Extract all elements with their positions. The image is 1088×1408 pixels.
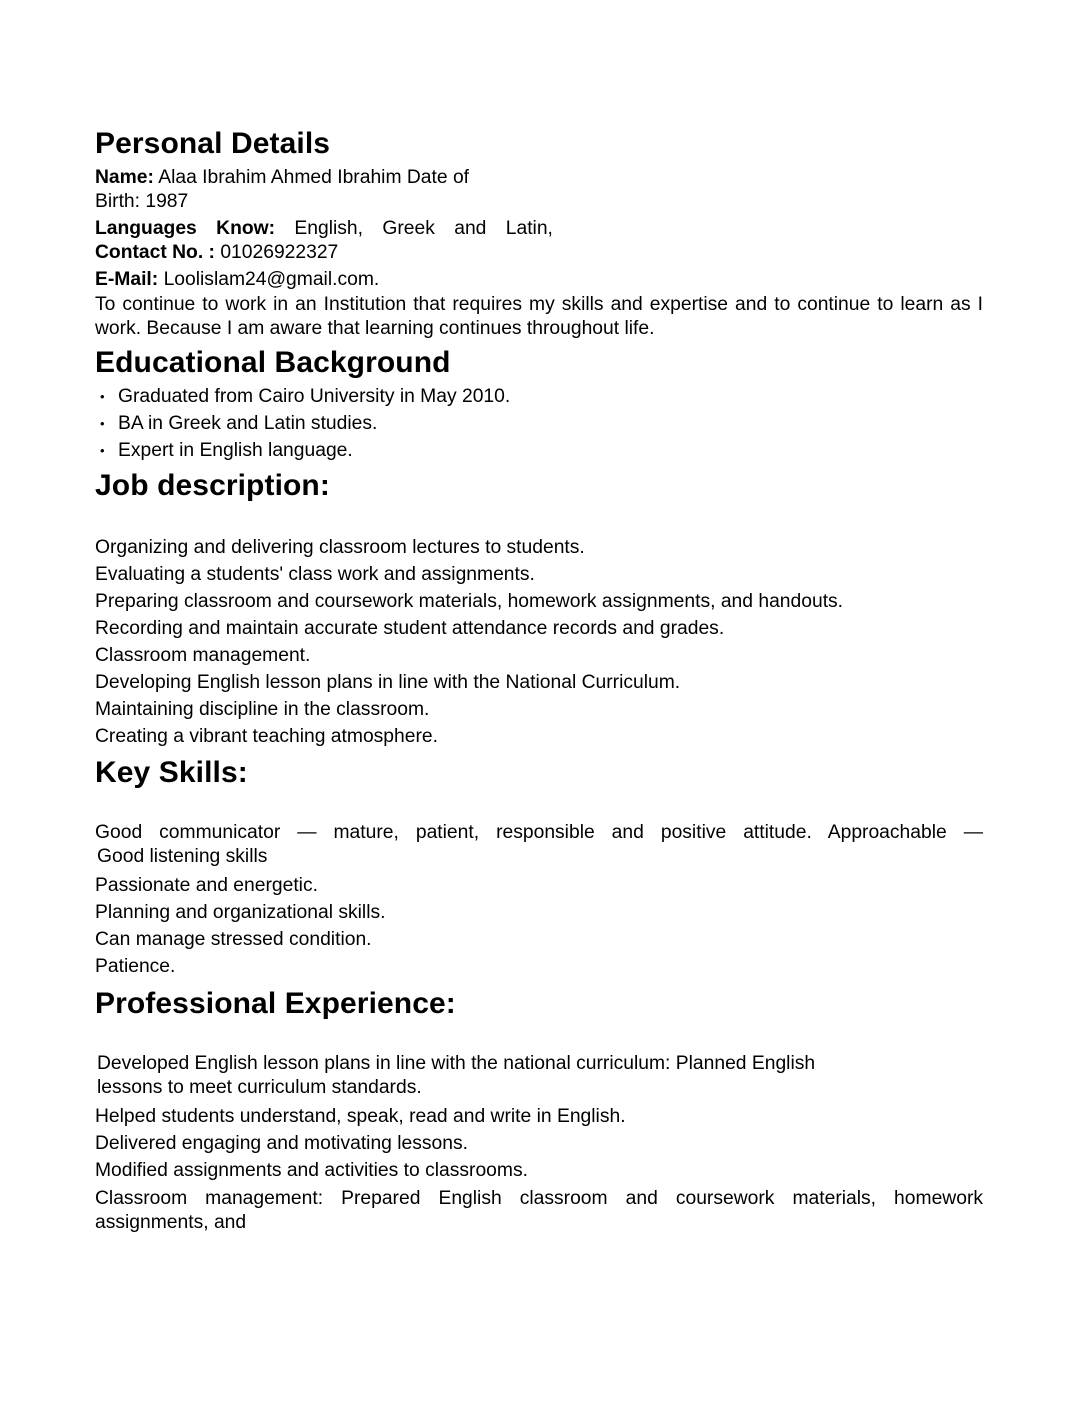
list-item: Creating a vibrant teaching atmosphere. [95, 726, 438, 747]
experience-lesson-plans-line2: lessons to meet curriculum standards. [97, 1077, 422, 1098]
email-value: Loolislam24@gmail.com. [163, 269, 380, 290]
list-item-text: Graduated from Cairo University in May 2010. [118, 386, 511, 407]
experience-lesson-plans-line1: Developed English lesson plans in line with the national curriculum: Planned English [97, 1053, 816, 1074]
education-heading: Educational Background [95, 346, 451, 379]
list-item: Passionate and energetic. [95, 875, 318, 896]
contact-line [95, 241, 983, 265]
list-item: Can manage stressed condition. [95, 929, 372, 950]
key-skill-communicator-line1: Good communicator — mature, patient, responsible and positive attitude. Approachable — [95, 822, 983, 843]
birth-line: Birth: 1987 [95, 191, 189, 212]
languages-label: Languages Know: [95, 218, 276, 239]
list-item: Evaluating a students' class work and assignments. [95, 564, 535, 585]
bullet-icon: • [100, 389, 105, 404]
list-item: Recording and maintain accurate student attendance records and grades. [95, 618, 725, 639]
list-item-text: Expert in English language. [118, 440, 353, 461]
personal-details-heading: Personal Details [95, 127, 331, 160]
list-item: Helped students understand, speak, read and write in English. [95, 1106, 626, 1127]
list-item: Maintaining discipline in the classroom. [95, 699, 430, 720]
list-item [95, 410, 983, 437]
list-item-text: BA in Greek and Latin studies. [118, 413, 378, 434]
email-line [95, 268, 983, 292]
experience-list [95, 1103, 983, 1184]
personal-details-section [95, 122, 983, 341]
list-item: Developing English lesson plans in line with the National Curriculum. [95, 672, 681, 693]
career-objective: To continue to work in an Institution that requires my skills and expertise and to continue to learn as I work. Because I am aware that learning continues throughout life. [95, 294, 983, 339]
list-item: Patience. [95, 956, 176, 977]
job-description-section [95, 464, 983, 750]
list-item: Organizing and delivering classroom lectures to students. [95, 537, 585, 558]
list-item: Preparing classroom and coursework materials, homework assignments, and handouts. [95, 591, 844, 612]
experience-classroom-management: Classroom management: Prepared English classroom and coursework materials, homework assignments, and [95, 1188, 983, 1233]
email-label: E-Mail: [95, 269, 159, 290]
list-item [95, 383, 983, 410]
name-label: Name: [95, 167, 154, 188]
list-item: Classroom management. [95, 645, 311, 666]
key-skill-communicator-line2: Good listening skills [97, 846, 268, 867]
contact-label: Contact No. : [95, 242, 215, 263]
job-description-list [95, 534, 983, 750]
professional-experience-section [95, 982, 983, 1235]
key-skills-section [95, 751, 983, 980]
bullet-icon: • [100, 416, 105, 431]
key-skills-list [95, 872, 983, 980]
education-list [95, 383, 983, 464]
list-item: Modified assignments and activities to classrooms. [95, 1160, 528, 1181]
resume-page [95, 122, 983, 1235]
languages-value: English, Greek and Latin, [294, 218, 553, 239]
list-item: Delivered engaging and motivating lessons. [95, 1133, 468, 1154]
education-section [95, 343, 983, 464]
experience-lesson-plans [95, 1052, 983, 1100]
list-item: Planning and organizational skills. [95, 902, 386, 923]
name-line [95, 166, 983, 190]
professional-experience-heading: Professional Experience: [95, 987, 456, 1020]
key-skills-heading: Key Skills: [95, 756, 248, 789]
job-description-heading: Job description: [95, 469, 330, 502]
key-skill-communicator [95, 821, 983, 869]
list-item [95, 437, 983, 464]
bullet-icon: • [100, 443, 105, 458]
name-value: Alaa Ibrahim Ahmed Ibrahim Date of [158, 167, 470, 188]
contact-value: 01026922327 [220, 242, 339, 263]
languages-line [95, 217, 983, 241]
